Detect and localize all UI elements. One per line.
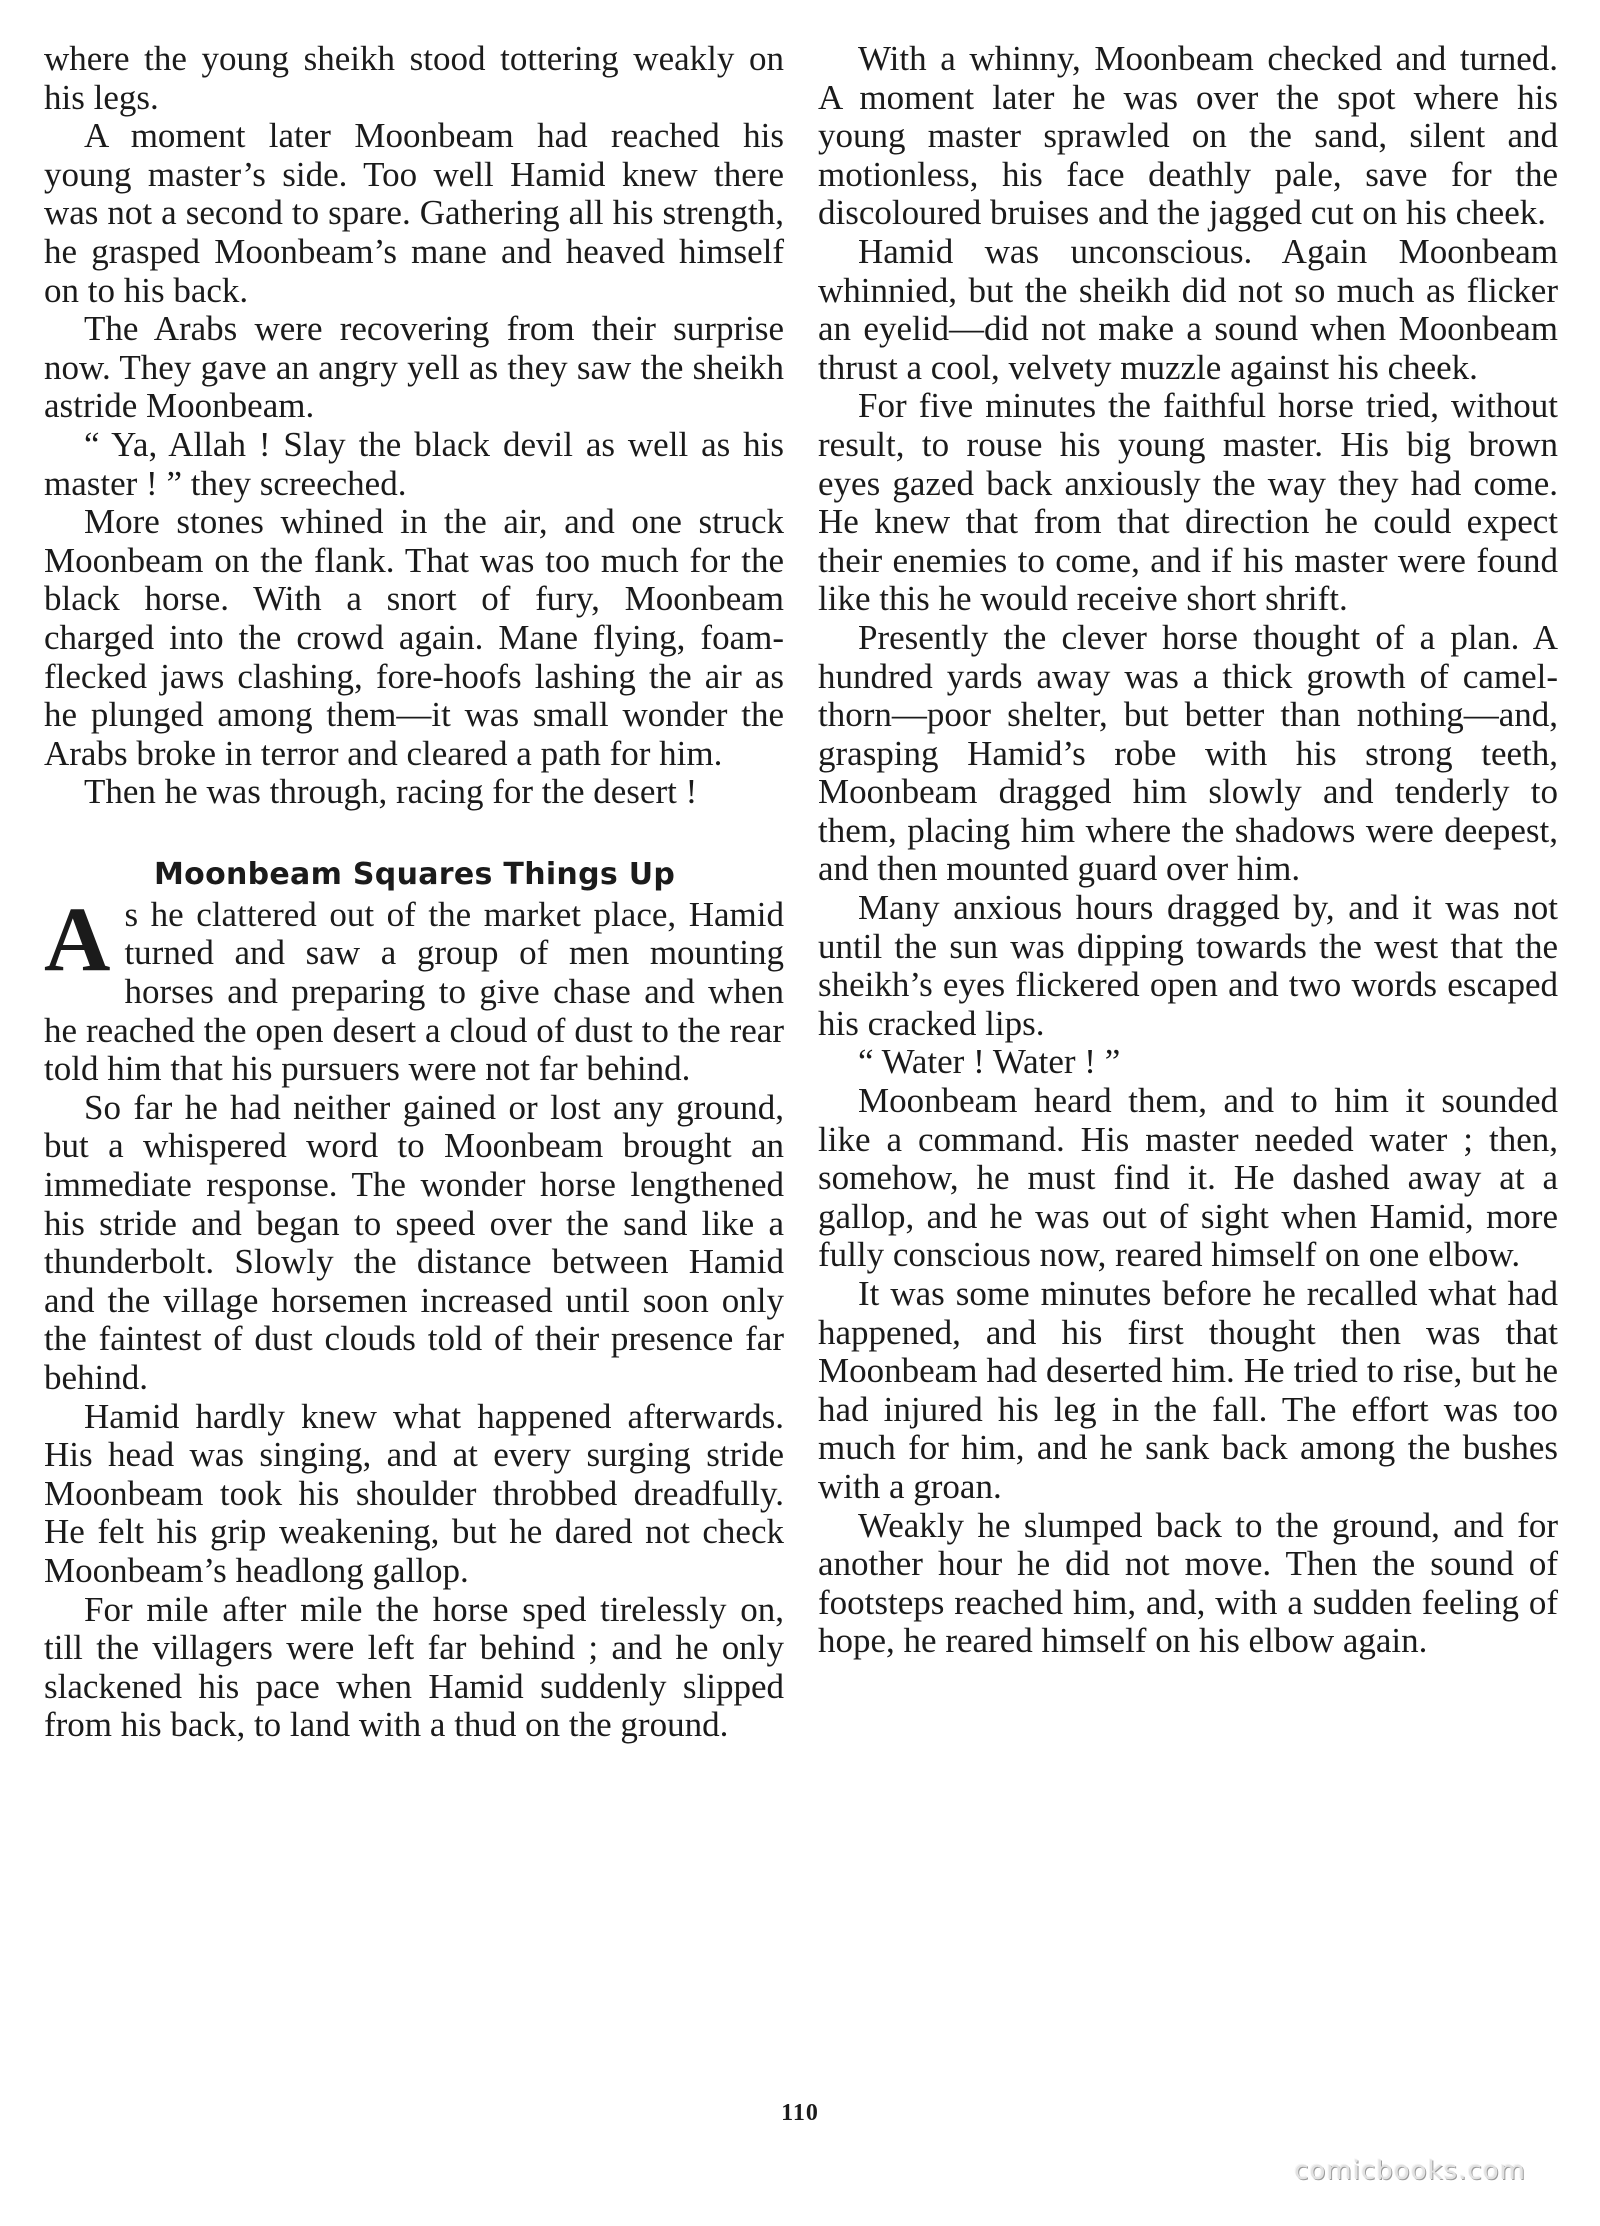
paragraph: So far he had neither gained or lost any ground, but a whispered word to Moonbeam brought an immediate response. The wonder horse lengthened his stride and began to speed over the sand like a thunderbolt. Slowly the distance between Hamid and the village horsemen increased until soon only the faintest of dust clouds told of their presence far behind. [44,1087,784,1397]
paragraph: “ Ya, Allah ! Slay the black devil as well as his master ! ” they screeched. [44,424,784,503]
paragraph: “ Water ! Water ! ” [858,1042,1121,1082]
page-number: 110 [781,2100,819,2126]
paragraph: Many anxious hours dragged by, and it was not until the sun was dipping towards the west that the sheikh’s eyes flickered open and two words escaped his cracked lips. [818,888,1558,1043]
paragraph-text: s he clattered out of the market place, Hamid turned and saw a group of men mounting horses and preparing to give chase and when he reached the open desert a cloud of dust to the rear told him that his pursuers were not far behind. [44,894,784,1089]
paragraph: Hamid hardly knew what happened afterwards. His head was singing, and at every surging stride Moonbeam took his shoulder throbbed dreadfully. He felt his grip weakening, but he dared not check Moonbeam’s headlong gallop. [44,1396,784,1590]
paragraph: For five minutes the faithful horse tried, without result, to rouse his young master. His big brown eyes gazed back anxiously the way they had come. He knew that from that direction he could expect their enemies to come, and if his master were found like this he would receive short shrift. [818,386,1558,619]
paragraph: Moonbeam heard them, and to him it sounded like a command. His master needed water ; then, somehow, he must find it. He dashed away at a gallop, and he was out of sight when Hamid, more fully conscious now, reared himself on one elbow. [818,1081,1558,1275]
paragraph: Presently the clever horse thought of a plan. A hundred yards away was a thick growth of camel-thorn—poor shelter, but better than nothing—and, grasping Hamid’s robe with his strong teeth, Moonbeam dragged him slowly and tenderly to them, placing him where the shadows were deepest, and then mounted guard over him. [818,617,1558,889]
paragraph: where the young sheikh stood tottering weakly on his legs. [44,39,784,117]
paragraph: With a whinny, Moonbeam checked and turned. A moment later he was over the spot where his young master sprawled on the sand, silent and motionless, his face deathly pale, save for the discoloured bruises and the jagged cut on his cheek. [818,39,1558,233]
paragraph: It was some minutes before he recalled what had happened, and his first thought then was that Moonbeam had deserted him. He tried to rise, but he had injured his leg in the fall. The effort was too much for him, and he sank back among the bushes with a groan. [818,1274,1558,1506]
paragraph: Then he was through, racing for the desert ! [84,772,698,812]
paragraph: Hamid was unconscious. Again Moonbeam whinnied, but the sheikh did not so much as flicker an eyelid—did not make a sound when Moonbeam thrust a cool, velvety muzzle against his cheek. [818,231,1558,387]
watermark: comicbooks.com [1294,2156,1526,2186]
paragraph: The Arabs were recovering from their surprise now. They gave an angry yell as they saw the sheikh astride Moonbeam. [44,309,784,426]
right-column [818,40,1558,1661]
paragraph: For mile after mile the horse sped tirelessly on, till the villagers were left far behind ; and he only slackened his pace when Hamid suddenly slipped from his back, to land with a thud on the ground. [44,1589,784,1745]
left-column [44,40,784,1745]
paragraph: Weakly he slumped back to the ground, and for another hour he did not move. Then the sound of footsteps reached him, and, with a sudden feeling of hope, he reared himself on his elbow again. [818,1505,1558,1661]
section-heading: Moonbeam Squares Things Up [154,856,676,892]
paragraph: More stones whined in the air, and one struck Moonbeam on the flank. That was too much for the black horse. With a snort of fury, Moonbeam charged into the crowd again. Mane flying, foam-flecked jaws clashing, fore-hoofs lashing the air as he plunged among them—it was small wonder the Arabs broke in terror and cleared a path for him. [44,502,784,773]
paragraph: A moment later Moonbeam had reached his young master’s side. Too well Hamid knew there was not a second to spare. Gathering all his strength, he grasped Moonbeam’s mane and heaved himself on to his back. [44,116,784,310]
paragraph-with-dropcap [44,887,784,1089]
drop-cap: A [44,887,111,990]
